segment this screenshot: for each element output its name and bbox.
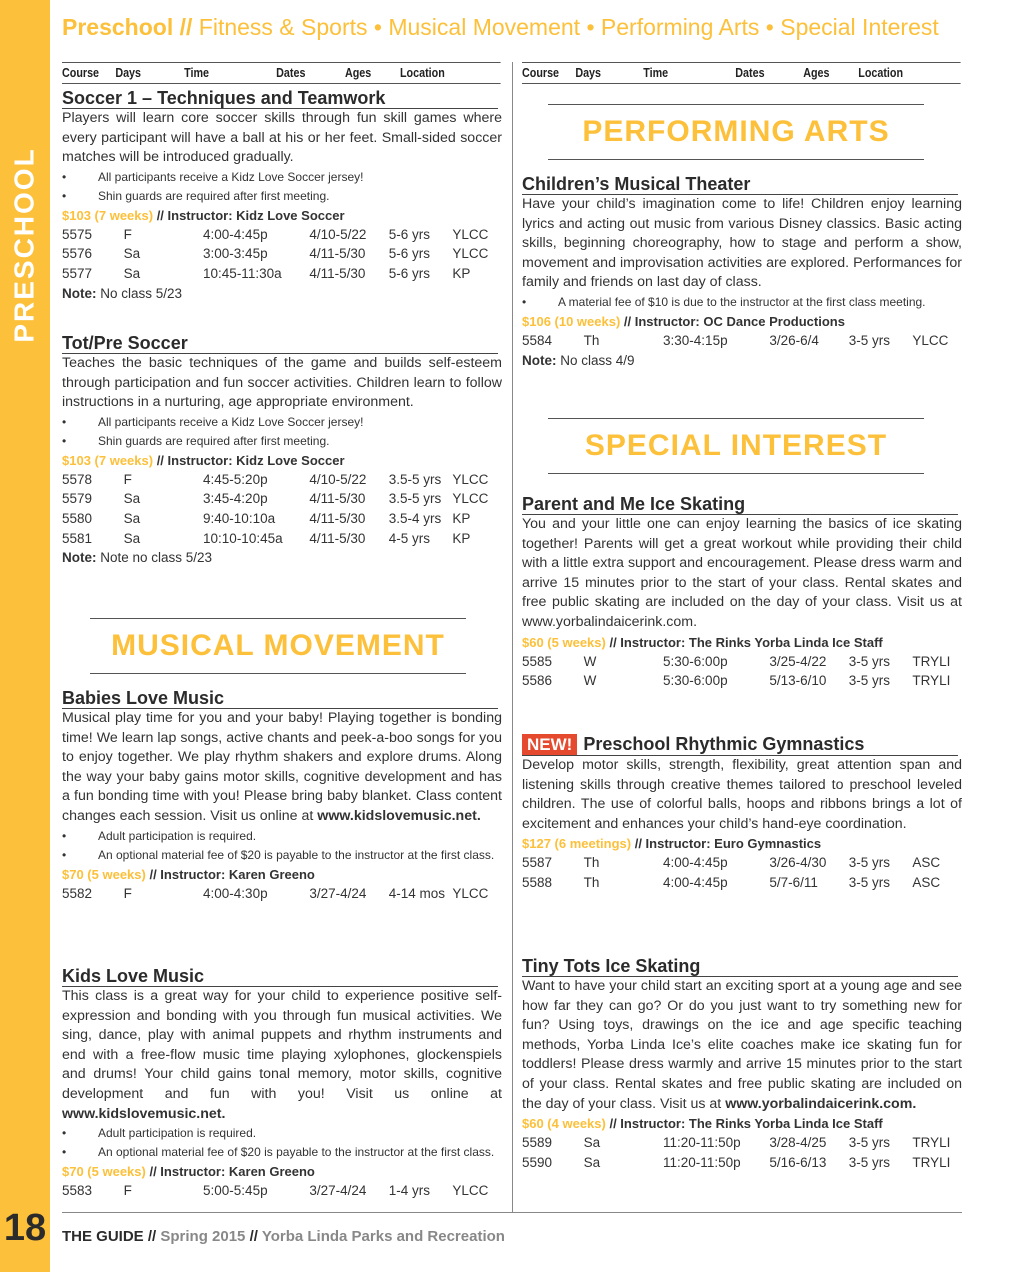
- table-row: [62, 225, 502, 245]
- table-cell: YLCC: [452, 246, 489, 262]
- course-parent-ice: [522, 494, 962, 691]
- table-cell: 3-5 yrs: [848, 673, 891, 689]
- table-cell: TRYLI: [912, 1135, 951, 1151]
- table-cell: ASC: [912, 855, 941, 871]
- table-header: Course Days Time Dates Ages Location: [62, 62, 501, 84]
- table-cell: 3.5-5 yrs: [388, 471, 442, 487]
- sidebar: [0, 0, 50, 1272]
- footer-guide: THE GUIDE: [62, 1228, 144, 1245]
- course-note: Note: No class 5/23: [62, 285, 183, 301]
- course-rows: [522, 331, 962, 351]
- table-cell: 4:45-5:20p: [203, 471, 268, 487]
- table-cell: 3-5 yrs: [848, 1135, 891, 1151]
- website-link[interactable]: www.yorbalindaicerink.com.: [725, 1095, 917, 1112]
- table-cell: 3:45-4:20p: [203, 491, 268, 507]
- course-totpre: [62, 333, 502, 568]
- course-kids: [62, 966, 502, 1201]
- list-item: • An optional material fee of $20 is payable to the instructor at the first class.: [62, 846, 502, 865]
- table-cell: 4/11-5/30: [309, 510, 366, 526]
- table-cell: 3/27-4/24: [309, 885, 367, 901]
- course-title: Tot/Pre Soccer: [62, 333, 498, 354]
- table-cell: 5-6 yrs: [388, 246, 431, 262]
- table-cell: 5-6 yrs: [388, 226, 431, 242]
- table-cell: Sa: [123, 530, 141, 546]
- table-cell: 4:00-4:45p: [663, 874, 728, 890]
- header-separator: //: [179, 14, 193, 40]
- table-cell: YLCC: [912, 332, 949, 348]
- table-row: [62, 509, 502, 529]
- table-row: [522, 652, 962, 672]
- list-item: • All participants receive a Kidz Love Soccer jersey!: [62, 413, 502, 432]
- section-banner-performing: [548, 104, 924, 160]
- table-cell: 4/10-5/22: [309, 226, 367, 242]
- course-note: Note: Note no class 5/23: [62, 550, 213, 566]
- footer-org: Yorba Linda Parks and Recreation: [261, 1228, 505, 1245]
- table-cell: 4-5 yrs: [388, 530, 431, 546]
- course-soccer1: [62, 88, 502, 303]
- table-cell: Sa: [123, 491, 141, 507]
- table-cell: 3/28-4/25: [769, 1135, 827, 1151]
- list-item: • Adult participation is required.: [62, 827, 502, 846]
- table-row: [522, 331, 962, 351]
- right-column: [522, 62, 962, 1170]
- course-rows: [62, 470, 502, 548]
- table-cell: 5588: [522, 874, 553, 890]
- table-cell: Sa: [123, 265, 141, 281]
- table-row: [62, 264, 502, 284]
- table-cell: 5586: [522, 673, 553, 689]
- table-cell: F: [123, 471, 132, 487]
- table-cell: 11:20-11:50p: [663, 1135, 741, 1151]
- table-cell: 9:40-10:10a: [203, 510, 276, 526]
- course-description: Musical play time for you and your baby! Playing together is bonding time! We learn lap songs, active chants and peek-a-boo songs for you to enjoy together. We play rhythm shakers and explore drums. Along the way your baby gains motor skills, cognitive development and has a fun bonding time with you! Please bring baby blanket. Class content changes each session. Visit us online at www.kidslovemusic.net.: [62, 710, 502, 824]
- table-cell: 5581: [62, 530, 93, 546]
- table-row: [62, 884, 502, 904]
- section-banner-special: [548, 418, 924, 474]
- table-cell: 4:00-4:45p: [663, 855, 728, 871]
- table-cell: Sa: [123, 510, 141, 526]
- course-description: Have your child’s imagination come to life! Children enjoy learning lyrics and acting out music from various Disney classics. Basic acting skills, beginning choreography, how to stage and perform a show, movement and improvisation activities are explored. Performances for family and friends on last day of class.: [522, 196, 962, 291]
- course-fee: $127 (6 meetings) // Instructor: Euro Gymnastics: [522, 836, 822, 852]
- table-cell: 5:00-5:45p: [203, 1183, 268, 1199]
- course-rows: [522, 1133, 962, 1172]
- table-cell: 5582: [62, 885, 93, 901]
- website-link[interactable]: www.kidslovemusic.net.: [62, 1105, 226, 1122]
- course-theater: [522, 174, 962, 370]
- table-cell: 3/27-4/24: [309, 1183, 367, 1199]
- table-row: [522, 873, 962, 893]
- course-bullets: [62, 168, 502, 206]
- table-cell: 10:10-10:45a: [203, 530, 283, 546]
- course-description: You and your little one can enjoy learning the basics of ice skating together! Parents will get a great workout while providing their child with a little extra support and encouragement. Please dress warm and arrive 15 minutes prior to the start of your class. Rental skates and free public skating are included on the day of your class. Visit us at www.yorbalindaicerink.com.: [522, 516, 962, 630]
- course-fee: $60 (5 weeks) // Instructor: The Rinks Yorba Linda Ice Staff: [522, 634, 883, 650]
- page-number: 18: [3, 1207, 47, 1249]
- course-title: Babies Love Music: [62, 688, 498, 709]
- banner-text: PERFORMING ARTS: [582, 115, 890, 148]
- table-row: [62, 529, 502, 549]
- table-cell: 5-6 yrs: [388, 265, 431, 281]
- table-cell: 5584: [522, 332, 553, 348]
- table-cell: W: [583, 673, 597, 689]
- course-fee: $103 (7 weeks) // Instructor: Kidz Love Soccer: [62, 452, 345, 468]
- course-fee: $70 (5 weeks) // Instructor: Karen Greeno: [62, 1164, 315, 1180]
- course-description: Want to have your child start an exciting sport at a young age and see how far they can go? Or do you just want to try something new for fun? Using toys, drawings on the ice and age specific teaching methods, Yorba Linda Ice’s elite coaches make ice skating fun for toddlers! Please dress warmly and arrive 15 minutes prior to the start of your class. Rental skates and free public skating are included on the day of your class. Visit us at www.yorbalindaicerink.com.: [522, 978, 962, 1112]
- table-cell: 5579: [62, 491, 93, 507]
- list-item: • Adult participation is required.: [62, 1124, 502, 1143]
- table-cell: W: [583, 653, 597, 669]
- course-fee: $60 (4 weeks) // Instructor: The Rinks Yorba Linda Ice Staff: [522, 1116, 883, 1132]
- course-description: Teaches the basic techniques of the game and builds self-esteem through participation and fun soccer activities. Children learn to follow instructions in a nurturing, age appropriate environment.: [62, 355, 502, 411]
- course-bullets: [62, 827, 502, 865]
- table-cell: 3-5 yrs: [848, 653, 891, 669]
- list-item: • Shin guards are required after first meeting.: [62, 187, 502, 206]
- table-cell: KP: [452, 265, 471, 281]
- table-cell: 5576: [62, 246, 93, 262]
- table-cell: ASC: [912, 874, 941, 890]
- table-cell: 4-14 mos: [388, 885, 446, 901]
- footer-divider: [62, 1212, 962, 1213]
- table-cell: 3/26-4/30: [769, 855, 827, 871]
- table-cell: 5577: [62, 265, 93, 281]
- course-title: Parent and Me Ice Skating: [522, 494, 958, 515]
- table-cell: Th: [583, 332, 600, 348]
- course-rows: [62, 1181, 502, 1201]
- table-cell: 5585: [522, 653, 553, 669]
- footer-season: Spring 2015: [160, 1228, 246, 1245]
- list-item: • An optional material fee of $20 is payable to the instructor at the first class.: [62, 1143, 502, 1162]
- table-cell: F: [123, 226, 132, 242]
- table-cell: 3:30-4:15p: [663, 332, 728, 348]
- course-tiny-tots: [522, 956, 962, 1172]
- table-cell: TRYLI: [912, 673, 951, 689]
- course-title: Kids Love Music: [62, 966, 498, 987]
- table-cell: 4:00-4:30p: [203, 885, 268, 901]
- table-cell: YLCC: [452, 471, 489, 487]
- table-cell: 5583: [62, 1183, 93, 1199]
- table-row: [62, 489, 502, 509]
- list-item: • Shin guards are required after first meeting.: [62, 432, 502, 451]
- table-row: [62, 1181, 502, 1201]
- table-cell: 3.5-5 yrs: [388, 491, 442, 507]
- table-cell: 5:30-6:00p: [663, 673, 728, 689]
- table-cell: YLCC: [452, 226, 489, 242]
- table-cell: 5589: [522, 1135, 553, 1151]
- table-cell: 5/7-6/11: [769, 874, 818, 890]
- table-cell: 3.5-4 yrs: [388, 510, 442, 526]
- table-cell: Sa: [123, 246, 141, 262]
- course-fee: $103 (7 weeks) // Instructor: Kidz Love Soccer: [62, 207, 345, 223]
- page-header: [62, 14, 939, 41]
- header-category: Preschool: [62, 14, 174, 40]
- table-cell: 4/11-5/30: [309, 530, 366, 546]
- table-cell: 5575: [62, 226, 93, 242]
- course-bullets: [522, 293, 962, 312]
- table-cell: 4/11-5/30: [309, 246, 366, 262]
- course-title: Tiny Tots Ice Skating: [522, 956, 958, 977]
- list-item: • A material fee of $10 is due to the instructor at the first class meeting.: [522, 293, 962, 312]
- course-bullets: [62, 1124, 502, 1162]
- table-cell: 3/26-6/4: [769, 332, 819, 348]
- course-fee: $70 (5 weeks) // Instructor: Karen Greeno: [62, 866, 315, 882]
- course-title: Soccer 1 – Techniques and Teamwork: [62, 88, 498, 109]
- sidebar-title: PRESCHOOL: [9, 147, 41, 343]
- table-cell: 4:00-4:45p: [203, 226, 268, 242]
- section-banner-musical: [90, 618, 466, 674]
- table-cell: F: [123, 885, 132, 901]
- course-title: NEW! Preschool Rhythmic Gymnastics: [522, 734, 958, 756]
- table-cell: F: [123, 1183, 132, 1199]
- table-cell: TRYLI: [912, 1154, 951, 1170]
- table-header: Course Days Time Dates Ages Location: [522, 62, 961, 84]
- course-rows: [522, 652, 962, 691]
- course-bullets: [62, 413, 502, 451]
- table-cell: 3/25-4/22: [769, 653, 827, 669]
- table-row: [522, 671, 962, 691]
- table-cell: 5578: [62, 471, 93, 487]
- table-cell: 10:45-11:30a: [203, 265, 282, 281]
- table-cell: 5587: [522, 855, 553, 871]
- table-cell: 5/13-6/10: [769, 673, 827, 689]
- table-cell: 4/11-5/30: [309, 265, 366, 281]
- course-rows: [522, 853, 962, 892]
- table-cell: 3:00-3:45p: [203, 246, 268, 262]
- table-cell: 5590: [522, 1154, 553, 1170]
- table-cell: 11:20-11:50p: [663, 1154, 741, 1170]
- table-cell: 3-5 yrs: [848, 855, 891, 871]
- table-cell: Sa: [583, 1154, 601, 1170]
- table-cell: 1-4 yrs: [388, 1183, 431, 1199]
- course-rows: [62, 884, 502, 904]
- table-cell: Th: [583, 855, 600, 871]
- new-badge: NEW!: [522, 734, 577, 755]
- table-cell: 5/16-6/13: [769, 1154, 827, 1170]
- table-cell: 5:30-6:00p: [663, 653, 728, 669]
- table-cell: KP: [452, 510, 471, 526]
- course-rows: [62, 225, 502, 284]
- table-cell: 3-5 yrs: [848, 1154, 891, 1170]
- table-cell: TRYLI: [912, 653, 951, 669]
- banner-text: SPECIAL INTEREST: [584, 429, 888, 462]
- course-description: This class is a great way for your child to experience positive self-expression and bonding with you through fun musical activities. We sing, dance, play with animal puppets and rhythm instruments and end with a free-flow music time playing xylophones, glockenspiels and drums! Your child gains tonal memory, motor skills, cognitive development and fun with you! Visit us online at www.kidslovemusic.net.: [62, 988, 502, 1122]
- table-cell: Sa: [583, 1135, 601, 1151]
- website-link[interactable]: www.kidslovemusic.net.: [317, 807, 481, 824]
- table-cell: 5580: [62, 510, 93, 526]
- table-cell: 4/11-5/30: [309, 491, 366, 507]
- course-description: Players will learn core soccer skills through fun skill games where every participant will have a ball at his or her feet. Small-sided soccer matches will be introduced gradually.: [62, 110, 502, 166]
- table-row: [522, 853, 962, 873]
- course-gymnastics: [522, 734, 962, 893]
- table-cell: YLCC: [452, 885, 489, 901]
- table-cell: 4/10-5/22: [309, 471, 367, 487]
- page-footer: THE GUIDE // Spring 2015 // Yorba Linda Parks and Recreation: [62, 1228, 505, 1245]
- course-fee: $106 (10 weeks) // Instructor: OC Dance Productions: [522, 313, 845, 329]
- table-cell: YLCC: [452, 1183, 489, 1199]
- course-description: Develop motor skills, strength, flexibility, great attention span and listening skills through creative themes tailored to preschool leveled children. The use of colorful balls, hoops and ribbons brings a lot of excitement and enhances your child’s hand-eye coordination.: [522, 757, 962, 832]
- table-row: [522, 1133, 962, 1153]
- table-row: [62, 470, 502, 490]
- list-item: • All participants receive a Kidz Love Soccer jersey!: [62, 168, 502, 187]
- table-cell: YLCC: [452, 491, 489, 507]
- table-cell: Th: [583, 874, 600, 890]
- table-cell: 3-5 yrs: [848, 874, 891, 890]
- banner-text: MUSICAL MOVEMENT: [111, 629, 445, 662]
- column-divider: [512, 62, 513, 1212]
- header-subcategories: Fitness & Sports • Musical Movement • Performing Arts • Special Interest: [198, 14, 939, 40]
- table-cell: KP: [452, 530, 471, 546]
- course-note: Note: No class 4/9: [522, 352, 635, 368]
- course-title: Children’s Musical Theater: [522, 174, 958, 195]
- table-row: [62, 244, 502, 264]
- left-column: [62, 62, 502, 1199]
- table-row: [522, 1153, 962, 1173]
- course-babies: [62, 688, 502, 903]
- table-cell: 3-5 yrs: [848, 332, 891, 348]
